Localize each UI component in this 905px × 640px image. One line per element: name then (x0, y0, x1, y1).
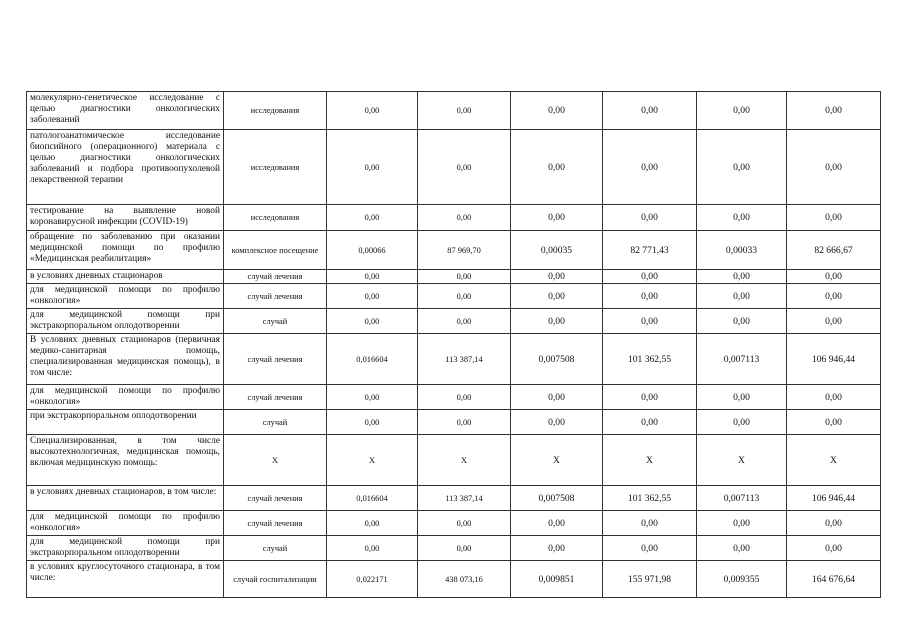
table-row (27, 130, 881, 205)
value-cell-3: 0,00 (511, 205, 603, 231)
value-cell-3: 0,007508 (511, 486, 603, 511)
value-cell-5: 0,009355 (697, 561, 787, 598)
unit-cell: исследования (224, 205, 327, 231)
value-cell-3: 0,00 (511, 511, 603, 536)
value-cell-1: 0,00 (327, 536, 418, 561)
table-body (27, 92, 881, 598)
value-cell-1: 0,00 (327, 309, 418, 334)
value-cell-2: 0,00 (418, 309, 511, 334)
table-row (27, 511, 881, 536)
unit-cell: случай лечения (224, 486, 327, 511)
value-cell-6: 0,00 (787, 385, 881, 410)
value-cell-2: 0,00 (418, 511, 511, 536)
value-cell-5: 0,00 (697, 270, 787, 284)
row-name-cell: В условиях дневных стационаров (первичная медико-санитарная помощь, специализированная медицинская помощь), в том числе: (27, 334, 224, 385)
unit-cell: случай (224, 410, 327, 435)
value-cell-1: 0,022171 (327, 561, 418, 598)
row-name-cell: для медицинской помощи по профилю «онкология» (27, 284, 224, 309)
value-cell-2: 0,00 (418, 92, 511, 130)
value-cell-4: 101 362,55 (603, 334, 697, 385)
value-cell-4: 0,00 (603, 284, 697, 309)
value-cell-4: 0,00 (603, 511, 697, 536)
table-row (27, 334, 881, 385)
value-cell-6: 164 676,64 (787, 561, 881, 598)
value-cell-4: 0,00 (603, 92, 697, 130)
value-cell-1: 0,00 (327, 270, 418, 284)
row-name-cell: в условиях круглосуточного стационара, в том числе: (27, 561, 224, 598)
value-cell-3: 0,00 (511, 536, 603, 561)
value-cell-3: 0,009851 (511, 561, 603, 598)
value-cell-1: 0,00 (327, 410, 418, 435)
row-name-cell: в условиях дневных стационаров (27, 270, 224, 284)
row-name-cell: для медицинской помощи по профилю «онкология» (27, 385, 224, 410)
value-cell-4: 0,00 (603, 130, 697, 205)
value-cell-1: 0,00 (327, 511, 418, 536)
value-cell-4: 0,00 (603, 536, 697, 561)
value-cell-4: 0,00 (603, 205, 697, 231)
value-cell-5: 0,00 (697, 284, 787, 309)
table-row (27, 92, 881, 130)
value-cell-3: 0,00 (511, 130, 603, 205)
value-cell-5: 0,00 (697, 309, 787, 334)
value-cell-2: 0,00 (418, 385, 511, 410)
value-cell-5: 0,00033 (697, 231, 787, 270)
value-cell-6: 106 946,44 (787, 486, 881, 511)
value-cell-6: 0,00 (787, 92, 881, 130)
value-cell-1: 0,00 (327, 385, 418, 410)
value-cell-2: 438 073,16 (418, 561, 511, 598)
value-cell-1: 0,00 (327, 92, 418, 130)
value-cell-2: 0,00 (418, 536, 511, 561)
value-cell-2: 0,00 (418, 205, 511, 231)
value-cell-6: 0,00 (787, 205, 881, 231)
value-cell-5: 0,00 (697, 385, 787, 410)
value-cell-3: 0,00 (511, 385, 603, 410)
value-cell-5: 0,007113 (697, 486, 787, 511)
unit-cell: случай лечения (224, 511, 327, 536)
table-row (27, 309, 881, 334)
value-cell-6: Х (787, 435, 881, 486)
unit-cell: Х (224, 435, 327, 486)
unit-cell: случай (224, 536, 327, 561)
value-cell-4: 0,00 (603, 410, 697, 435)
unit-cell: случай лечения (224, 385, 327, 410)
row-name-cell: для медицинской помощи при экстракорпоральном оплодотворении (27, 536, 224, 561)
value-cell-5: 0,00 (697, 511, 787, 536)
table-row (27, 205, 881, 231)
row-name-cell: обращение по заболеванию при оказании медицинской помощи по профилю «Медицинская реабилитация» (27, 231, 224, 270)
unit-cell: случай госпитализации (224, 561, 327, 598)
table-row (27, 410, 881, 435)
table-row (27, 284, 881, 309)
value-cell-5: 0,00 (697, 536, 787, 561)
value-cell-5: 0,007113 (697, 334, 787, 385)
row-name-cell: при экстракорпоральном оплодотворении (27, 410, 224, 435)
value-cell-2: 0,00 (418, 130, 511, 205)
value-cell-4: 0,00 (603, 309, 697, 334)
value-cell-6: 0,00 (787, 309, 881, 334)
value-cell-4: 101 362,55 (603, 486, 697, 511)
value-cell-4: Х (603, 435, 697, 486)
financial-norms-table (26, 91, 881, 598)
value-cell-4: 82 771,43 (603, 231, 697, 270)
value-cell-5: 0,00 (697, 92, 787, 130)
value-cell-6: 0,00 (787, 511, 881, 536)
value-cell-1: 0,00 (327, 205, 418, 231)
unit-cell: исследования (224, 130, 327, 205)
value-cell-3: 0,00 (511, 284, 603, 309)
unit-cell: комплексное посещение (224, 231, 327, 270)
unit-cell: исследования (224, 92, 327, 130)
value-cell-6: 0,00 (787, 536, 881, 561)
value-cell-6: 0,00 (787, 270, 881, 284)
value-cell-6: 0,00 (787, 410, 881, 435)
value-cell-6: 0,00 (787, 130, 881, 205)
table-row (27, 270, 881, 284)
value-cell-3: 0,00 (511, 309, 603, 334)
value-cell-2: 113 387,14 (418, 334, 511, 385)
row-name-cell: для медицинской помощи при экстракорпоральном оплодотворении (27, 309, 224, 334)
unit-cell: случай лечения (224, 334, 327, 385)
value-cell-1: Х (327, 435, 418, 486)
value-cell-6: 82 666,67 (787, 231, 881, 270)
table-row (27, 385, 881, 410)
unit-cell: случай лечения (224, 270, 327, 284)
value-cell-3: 0,00 (511, 270, 603, 284)
value-cell-1: 0,016604 (327, 486, 418, 511)
value-cell-3: 0,00035 (511, 231, 603, 270)
table-row (27, 536, 881, 561)
row-name-cell: Специализированная, в том числе высокотехнологичная, медицинская помощь, включая медицинскую помощь: (27, 435, 224, 486)
value-cell-6: 0,00 (787, 284, 881, 309)
value-cell-3: 0,00 (511, 410, 603, 435)
value-cell-2: 113 387,14 (418, 486, 511, 511)
value-cell-3: 0,00 (511, 92, 603, 130)
value-cell-2: 87 969,70 (418, 231, 511, 270)
value-cell-5: 0,00 (697, 205, 787, 231)
value-cell-1: 0,00066 (327, 231, 418, 270)
row-name-cell: молекулярно-генетическое исследование с целью диагностики онкологических заболеваний (27, 92, 224, 130)
value-cell-1: 0,00 (327, 284, 418, 309)
table-row (27, 486, 881, 511)
value-cell-5: 0,00 (697, 410, 787, 435)
value-cell-6: 106 946,44 (787, 334, 881, 385)
unit-cell: случай (224, 309, 327, 334)
unit-cell: случай лечения (224, 284, 327, 309)
value-cell-4: 0,00 (603, 270, 697, 284)
value-cell-5: 0,00 (697, 130, 787, 205)
value-cell-2: 0,00 (418, 284, 511, 309)
value-cell-4: 0,00 (603, 385, 697, 410)
row-name-cell: патологоанатомическое исследование биопсийного (операционного) материала с целью диагностики онкологических заболеваний и подбора противоопухолевой лекарственной терапии (27, 130, 224, 205)
table-row (27, 231, 881, 270)
row-name-cell: в условиях дневных стационаров, в том числе: (27, 486, 224, 511)
value-cell-4: 155 971,98 (603, 561, 697, 598)
value-cell-3: 0,007508 (511, 334, 603, 385)
value-cell-3: Х (511, 435, 603, 486)
row-name-cell: для медицинской помощи по профилю «онкология» (27, 511, 224, 536)
value-cell-1: 0,00 (327, 130, 418, 205)
value-cell-2: Х (418, 435, 511, 486)
value-cell-2: 0,00 (418, 410, 511, 435)
row-name-cell: тестирование на выявление новой коронавирусной инфекции (COVID-19) (27, 205, 224, 231)
value-cell-2: 0,00 (418, 270, 511, 284)
value-cell-5: Х (697, 435, 787, 486)
value-cell-1: 0,016604 (327, 334, 418, 385)
table-row (27, 435, 881, 486)
table-row (27, 561, 881, 598)
